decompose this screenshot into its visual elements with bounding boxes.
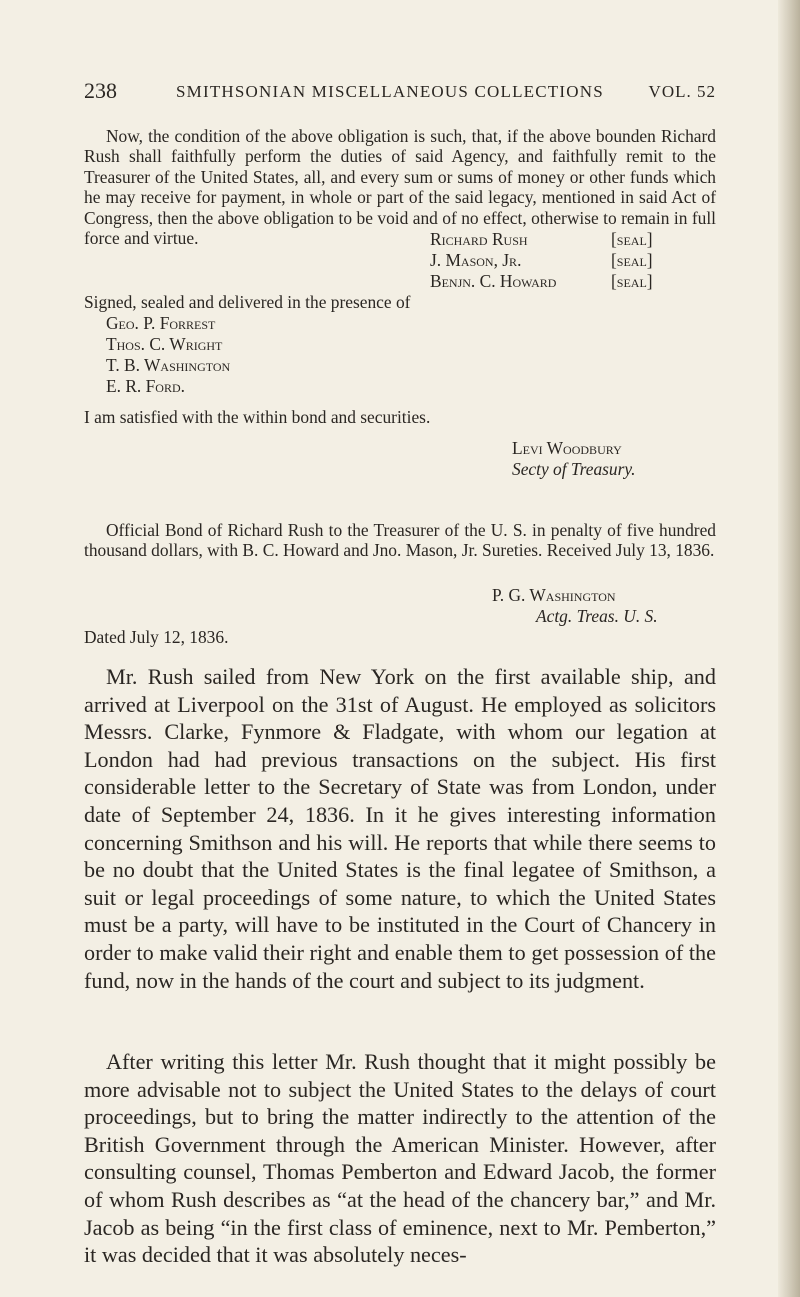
signatory-name: Benjn. C. Howard bbox=[430, 271, 557, 291]
signatory-name: Richard Rush bbox=[430, 229, 528, 249]
acting-treasurer-name: P. G. Washington bbox=[492, 585, 616, 605]
volume-label: VOL. 52 bbox=[648, 82, 716, 101]
official-bond-paragraph: Official Bond of Richard Rush to the Treasurer of the U. S. in penalty of five hundred thousand dollars, with B. C. Howard and Jno. Mason, Jr. Sureties. Received July 13, 1836. bbox=[84, 520, 716, 561]
bond-paragraph: Now, the condition of the above obligation is such, that, if the above bounden Richard Rush shall faithfully perform the duties of said Agency, and faithfully remit to the Treasurer of the United States, all, and every sum or sums of money or other funds which he may receive for payment, in whole or part of the said legacy, mentioned in said Act of Congress, then the above obligation to be void and of no effect, otherwise to remain in full force and virtue. bbox=[84, 126, 716, 249]
secretary-title: Secty of Treasury. bbox=[512, 459, 636, 479]
acting-treasurer-title: Actg. Treas. U. S. bbox=[536, 606, 658, 626]
seal-label: [seal] bbox=[611, 250, 653, 270]
witness-name: Thos. C. Wright bbox=[106, 334, 223, 354]
witness-name: Geo. P. Forrest bbox=[106, 313, 216, 333]
page-edge bbox=[778, 0, 800, 1297]
seal-label: [seal] bbox=[611, 271, 653, 291]
body-paragraph: After writing this letter Mr. Rush thought that it might possibly be more advisable not to subject the United States to the delays of court proceedings, but to bring the matter indirectly to the attention of the British Government through the American Minister. However, after consulting counsel, Thomas Pemberton and Edward Jacob, the former of whom Rush describes as “at the head of the chancery bar,” and Mr. Jacob as being “in the first class of eminence, next to Mr. Pemberton,” it was decided that it was absolutely neces- bbox=[84, 1049, 716, 1268]
signatory-name: J. Mason, Jr. bbox=[430, 250, 522, 270]
page-header bbox=[84, 78, 716, 110]
secretary-name: Levi Woodbury bbox=[512, 438, 622, 458]
dated-line: Dated July 12, 1836. bbox=[84, 627, 229, 647]
seal-label: [seal] bbox=[611, 229, 653, 249]
body-paragraph: Mr. Rush sailed from New York on the first available ship, and arrived at Liverpool on the 31st of August. He employed as solicitors Messrs. Clarke, Fynmore & Fladgate, with whom our legation at London had had previous transactions on the subject. His first considerable letter to the Secretary of State was from London, under date of September 24, 1836. In it he gives interesting information concerning Smithson and his will. He reports that while there seems to be no doubt that the United States is the final legatee of Smithson, a suit or legal proceedings of some nature, to which the United States must be a party, will have to be instituted in the Court of Chancery in order to make valid their right and enable them to get possession of the fund, now in the hands of the court and subject to its judgment. bbox=[84, 664, 716, 993]
satisfied-line: I am satisfied with the within bond and securities. bbox=[84, 407, 431, 427]
witness-name: T. B. Washington bbox=[106, 355, 231, 375]
running-head: SMITHSONIAN MISCELLANEOUS COLLECTIONS bbox=[176, 82, 604, 101]
witness-name: E. R. Ford. bbox=[106, 376, 185, 396]
signed-line: Signed, sealed and delivered in the presence of bbox=[84, 292, 411, 312]
page-number: 238 bbox=[84, 78, 117, 103]
